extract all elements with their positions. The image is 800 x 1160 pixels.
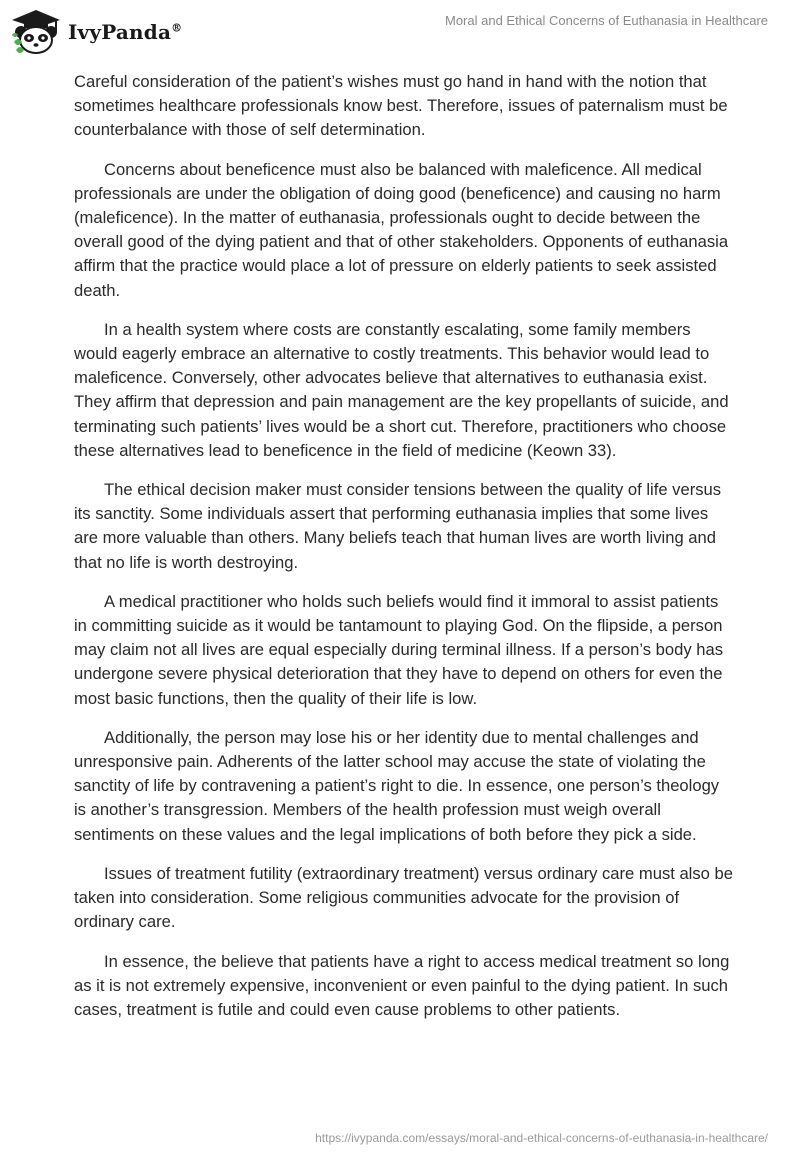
ivypanda-logo[interactable] [10,6,182,58]
document-title: Moral and Ethical Concerns of Euthanasia in Healthcare [444,13,768,28]
paragraph: In a health system where costs are constantly escalating, some family members would eagerly embrace an alternative to costly treatments. This behavior would lead to maleficence. Conversely, other advocates believe that alternatives to euthanasia exist. They affirm that depression and pain management are the key propellants of suicide, and terminating such patients’ lives would be a short cut. Therefore, practitioners who choose these alternatives lead to beneficence in the field of medicine (Keown 33). [74,319,729,460]
paragraph: Careful consideration of the patient’s wishes must go hand in hand with the notion that sometimes healthcare professionals know best. Therefore, issues of paternalism must be counterbalance with those of self determination. [74,72,728,140]
essay-body [74,70,734,1037]
paragraph: Issues of treatment futility (extraordinary treatment) versus ordinary care must also be taken into consideration. Some religious communities advocate for the provision of ordinary care. [74,863,733,932]
paragraph: Concerns about beneficence must also be balanced with maleficence. All medical professionals are under the obligation of doing good (beneficence) and causing no harm (maleficence). In the matter of euthanasia, professionals ought to decide between the overall good of the dying patient and that of other stakeholders. Opponents of euthanasia affirm that the practice would place a lot of pressure on elderly patients to seek assisted death. [74,159,729,300]
source-url[interactable]: https://ivypanda.com/essays/moral-and-ethical-concerns-of-euthanasia-in-healthcare/ [315,1131,768,1145]
registered-mark: ® [171,21,183,35]
brand-name: IvyPanda® [68,20,183,44]
panda-graduate-icon [10,8,62,56]
paragraph: Additionally, the person may lose his or her identity due to mental challenges and unresponsive pain. Adherents of the latter school may accuse the state of violating the sanctity of life by contravening a patient’s right to die. In essence, one person’s theology is another’s transgression. Members of the health profession must weigh overall sentiments on these values and the legal implications of both before they pick a side. [74,727,720,844]
paragraph: In essence, the believe that patients have a right to access medical treatment so long as it is not extremely expensive, inconvenient or even painful to the dying patient. In such cases, treatment is futile and could even cause problems to other patients. [74,951,730,1019]
paragraph: A medical practitioner who holds such beliefs would find it immoral to assist patients in committing suicide as it would be tantamount to playing God. On the flipside, a person may claim not all lives are equal especially during terminal illness. If a person’s body has undergone severe physical deterioration that they have to depend on others for even the most basic functions, then the quality of their life is low. [74,591,724,708]
page-header [0,0,800,64]
paragraph: The ethical decision maker must consider tensions between the quality of life versus its sanctity. Some individuals assert that performing euthanasia implies that some lives are more valuable than others. Many beliefs teach that human lives are worth living and that no life is worth destroying. [74,480,722,572]
